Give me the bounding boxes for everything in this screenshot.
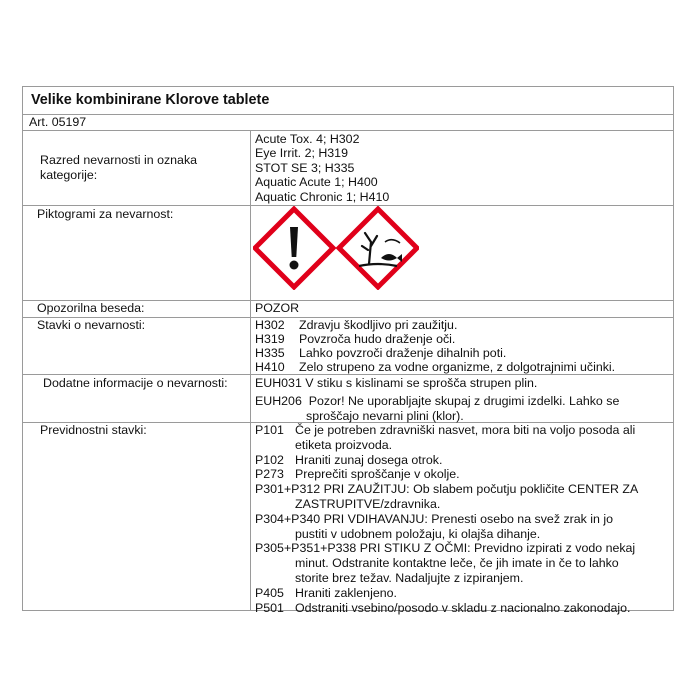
hazard-statements-label: Stavki o nevarnosti: [37,318,146,332]
signal-word-value: POZOR [255,301,300,315]
precautionary-statement: P405 Hraniti zaklenjeno. [255,585,397,600]
supplemental-statement: EUH206 Pozor! Ne uporabljajte skupaj z drugimi izdelki. Lahko se sproščajo nevarni plini (klor). [255,394,620,423]
column-divider [250,130,251,611]
safety-label-table [22,86,674,615]
signal-word-label: Opozorilna beseda: [37,301,145,315]
hazard-statement: H319 Povzroča hudo draženje oči. [255,332,456,346]
precautionary-statement: P304+P340 PRI VDIHAVANJU: Prenesti osebo na svež zrak in jo pustiti v udobnem položaju, ki olajša dihanje. [255,511,614,541]
environment-hazard-icon [339,209,417,287]
hazard-statements-list [255,318,615,374]
supplemental-info-list [255,376,619,424]
hazard-statement: H302 Zdravju škodljivo pri zaužitju. [255,318,458,332]
hazard-statement: H410 Zelo strupeno za vodne organizme, z dolgotrajnimi učinki. [255,360,616,374]
ghs-pictograms [253,206,419,290]
exclamation-mark-icon [255,209,333,287]
precautionary-statement: P305+P351+P338 PRI STIKU Z OČMI: Previdno izpirati z vodo nekaj minut. Odstranite kontaktne leče, če jih imate in če to lahko storite brez težav. Nadaljujte z izpiranjem. [255,541,636,585]
precautionary-statement: P501 Odstraniti vsebino/posodo v skladu z nacionalno zakonodajo. [255,600,631,615]
precautionary-list [255,423,638,615]
pictograms-label: Piktogrami za nevarnost: [37,207,174,221]
precautionary-label: Previdnostni stavki: [40,423,147,437]
precautionary-statement: P101 Če je potreben zdravniški nasvet, mora biti na voljo posoda ali etiketa proizvoda. [255,423,636,452]
row-divider [23,130,673,131]
precautionary-statement: P273 Preprečiti sproščanje v okolje. [255,467,460,482]
product-title: Velike kombinirane Klorove tablete [31,92,270,108]
row-divider [23,374,673,375]
classification-label: Razred nevarnosti in oznaka kategorije: [40,153,198,182]
supplemental-statement: EUH031 V stiku s kislinami se sprošča strupen plin. [255,376,538,390]
row-divider [23,114,673,115]
article-number: Art. 05197 [29,115,87,129]
supplemental-info-label: Dodatne informacije o nevarnosti: [43,376,228,390]
precautionary-statement: P102 Hraniti zunaj dosega otrok. [255,452,443,467]
hazard-statement: H335 Lahko povzroči draženje dihalnih poti. [255,346,507,360]
classification-values: Acute Tox. 4; H302 Eye Irrit. 2; H319 STOT SE 3; H335 Aquatic Acute 1; H400 Aquatic Chronic 1; H410 [255,132,390,204]
precautionary-statement: P301+P312 PRI ZAUŽITJU: Ob slabem počutju pokličite CENTER ZA ZASTRUPITVE/zdravnika. [255,482,639,511]
